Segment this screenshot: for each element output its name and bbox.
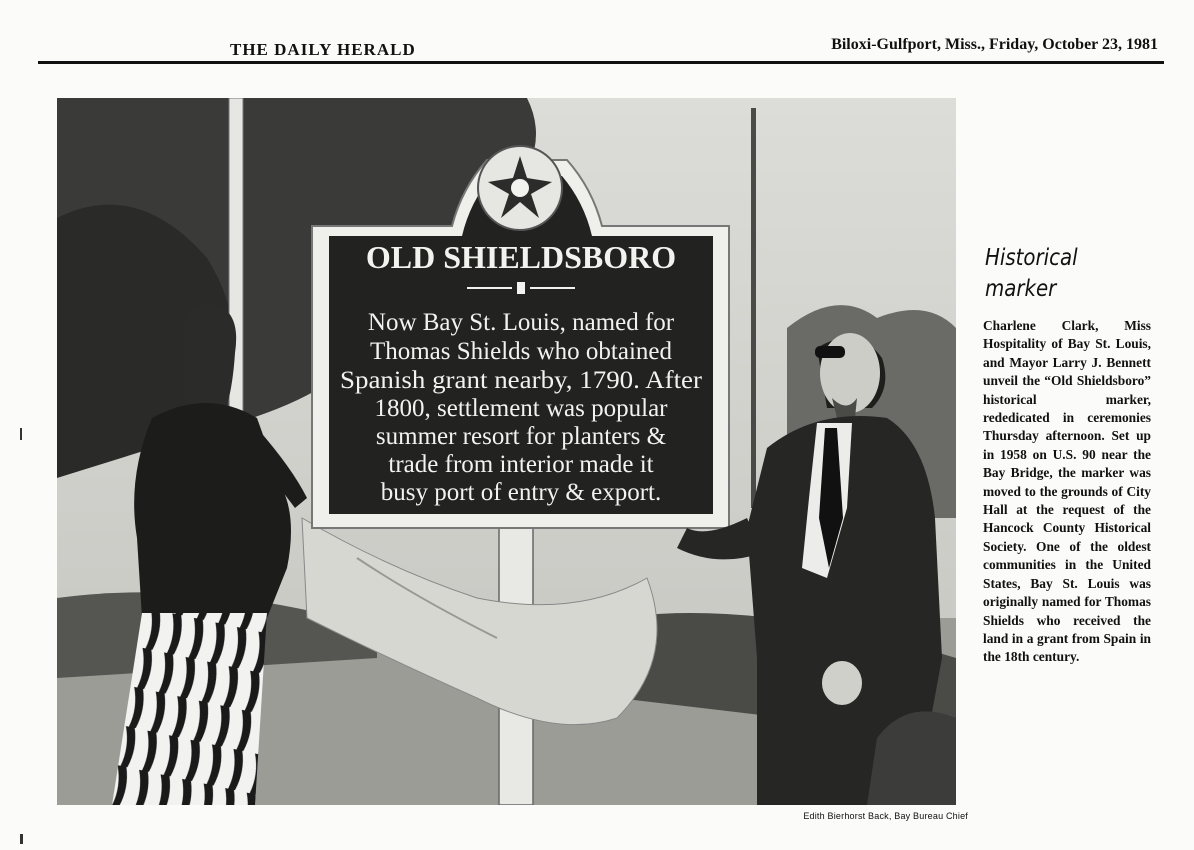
headline [985,243,1140,305]
scan-mark [20,834,23,844]
caption-text: Charlene Clark, Miss Hospitality of Bay St. Louis, and Mayor Larry J. Bennett unveil the “Old Shieldsboro” historical marker, rededicated in ceremonies Thursday afternoon. Set up in 1958 on U.S. 90 near the Bay Bridge, the marker was moved to the grounds of City Hall at the request of the Hancock County Historical Society. One of the oldest communities in the United States, Bay St. Louis was originally named for Thomas Shields who received the land in a grant from Spain in the 18th century. [983,318,1151,665]
marker-line: Spanish grant nearby, 1790. After [340,367,703,394]
scan-mark [20,428,22,440]
news-photo [57,98,956,805]
dateline: Biloxi-Gulfport, Miss., Friday, October 23, 1981 [831,36,1158,53]
newspaper-name: THE DAILY HERALD [230,40,416,59]
marker-line: busy port of entry & export. [380,479,662,506]
headline-line: Historical [985,245,1078,271]
marker-line: Now Bay St. Louis, named for [367,309,675,336]
marker-line: trade from interior made it [388,451,654,478]
marker-line: Thomas Shields who obtained [369,338,673,365]
header-rule [38,61,1164,64]
photo-credit: Edith Bierhorst Back, Bay Bureau Chief [803,811,968,821]
headline-line: marker [985,276,1057,302]
hand [822,661,862,705]
marker-title: OLD SHIELDSBORO [365,239,677,275]
marker-line: 1800, settlement was popular [374,395,668,422]
marker-line: summer resort for planters & [375,423,667,450]
eyeglasses [815,346,845,358]
